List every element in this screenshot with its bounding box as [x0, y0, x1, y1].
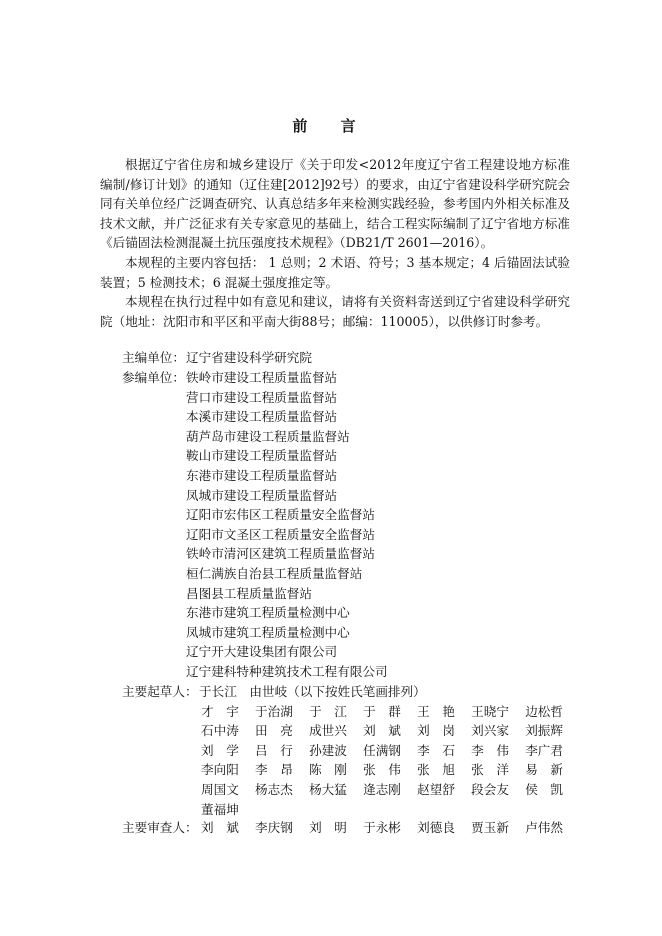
- intro-paragraph-2: 本规程的主要内容包括： 1 总则；2 术语、符号；3 基本规定；4 后锚固法试验装置；5 检测技术；6 混凝土强度推定等。: [100, 255, 570, 290]
- drafters-row: [201, 760, 563, 780]
- participating-unit: 凤城市建设工程质量监督站: [186, 487, 338, 503]
- drafter-name: 杨大猛: [309, 782, 347, 797]
- drafter-name: 边松哲: [525, 703, 563, 719]
- drafter-name: 成世兴: [309, 723, 347, 739]
- reviewers-label: 主要审查人：: [122, 820, 198, 835]
- reviewer-name: 于永彬: [363, 820, 401, 835]
- drafter-name: 赵望舒: [417, 782, 455, 797]
- participating-unit: 本溪市建设工程质量监督站: [186, 409, 338, 425]
- participating-unit: 昌图县工程质量监督站: [186, 585, 312, 601]
- participating-unit: 葫芦岛市建设工程质量监督站: [186, 428, 350, 444]
- drafter-name: 刘振辉: [525, 723, 563, 739]
- drafters-row: [201, 780, 563, 800]
- drafter-name: 王晓宁: [471, 703, 509, 719]
- drafter-name: 陈 刚: [309, 762, 347, 778]
- drafter-name: 易 新: [525, 762, 563, 778]
- drafters-row: [201, 800, 563, 820]
- reviewer-name: 刘 明: [309, 820, 347, 835]
- drafters-row: [201, 702, 563, 722]
- drafter-name: 董福坤: [201, 801, 239, 817]
- drafter-name: 侯 凯: [525, 782, 563, 797]
- intro-paragraph-3: 本规程在执行过程中如有意见和建议，请将有关资料寄送到辽宁省建设科学研究院（地址：沈阳市和平区和平南大街88号；邮编：110005），以供修订时参考。: [100, 294, 570, 329]
- participating-units-label: 参编单位：: [122, 370, 185, 385]
- drafter-name: 逄志刚: [363, 782, 401, 797]
- participating-unit: 辽阳市宏伟区工程质量安全监督站: [186, 507, 375, 523]
- drafter-name: 李 昂: [255, 762, 293, 778]
- participating-unit: 鞍山市建设工程质量监督站: [186, 448, 338, 464]
- drafter-name: 田 亮: [255, 723, 293, 739]
- participating-unit: 铁岭市建设工程质量监督站: [186, 370, 338, 385]
- drafter-name: 张 洋: [471, 762, 509, 778]
- participating-unit: 铁岭市清河区建筑工程质量监督站: [186, 546, 375, 562]
- reviewer-name: 卢伟然: [525, 820, 563, 835]
- participating-unit: 辽阳市文圣区工程质量安全监督站: [186, 526, 375, 542]
- participating-unit: 营口市建设工程质量监督站: [186, 389, 338, 405]
- participating-unit: 辽宁开大建设集团有限公司: [186, 644, 338, 660]
- drafter-name: 李广君: [525, 742, 563, 758]
- drafter-name: 刘 斌: [363, 723, 401, 739]
- drafters-label: 主要起草人：: [122, 684, 198, 699]
- drafter-name: 段会友: [471, 782, 509, 797]
- page-title: 前 言: [292, 117, 370, 135]
- reviewer-name: 刘 斌: [201, 820, 239, 835]
- drafters-row: [201, 721, 563, 741]
- drafter-name: 杨志杰: [255, 782, 293, 797]
- drafter-name: 李 伟: [471, 742, 509, 758]
- reviewers-list: [201, 818, 563, 838]
- reviewer-name: 李庆钢: [255, 820, 293, 835]
- intro-paragraph-1: 根据辽宁省住房和城乡建设厅《关于印发<2012年度辽宁省工程建设地方标准编制/修订计划》的通知（辽住建[2012]92号）的要求，由辽宁省建设科学研究院会同有关单位经广泛调查研究、认真总结多年来检测实践经验，参考国内外相关标准及技术文献，并广泛征求有关专家意见的基础上，结合工程实际编制了辽宁省地方标准《后锚固法检测混凝土抗压强度技术规程》（DB21/T 2601—2016）。: [100, 157, 570, 251]
- participating-unit: 东港市建筑工程质量检测中心: [186, 605, 350, 621]
- drafter-name: 吕 行: [255, 742, 293, 758]
- drafter-name: 于 群: [363, 703, 401, 719]
- drafter-name: 刘 岗: [417, 723, 455, 739]
- drafter-name: 李向阳: [201, 762, 239, 778]
- drafter-name: 张 旭: [417, 762, 455, 778]
- drafter-name: 任满钢: [363, 742, 401, 758]
- drafter-name: 刘兴家: [471, 723, 509, 739]
- drafter-name: 李 石: [417, 742, 455, 758]
- drafter-name: 才 宇: [201, 703, 239, 719]
- reviewer-name: 刘德良: [417, 820, 455, 835]
- chief-unit-label: 主编单位：: [122, 350, 185, 365]
- drafter-name: 刘 学: [201, 742, 239, 758]
- drafter-name: 周国文: [201, 782, 239, 797]
- reviewer-name: 贾玉新: [471, 820, 509, 835]
- participating-unit: 凤城市建筑工程质量检测中心: [186, 624, 350, 640]
- chief-unit-value: 辽宁省建设科学研究院: [186, 350, 312, 365]
- participating-unit: 东港市建设工程质量监督站: [186, 468, 338, 483]
- drafter-name: 张 伟: [363, 762, 401, 778]
- drafter-name: 孙建波: [309, 742, 347, 758]
- drafters-row: [201, 741, 563, 761]
- drafter-name: 王 艳: [417, 703, 455, 719]
- drafter-name: 于治湖: [255, 703, 293, 719]
- drafters-lead: 于长江 由世岐（以下按姓氏笔画排列）: [199, 684, 426, 699]
- drafter-name: 于 江: [309, 703, 347, 719]
- participating-unit: 辽宁建科特种建筑技术工程有限公司: [186, 664, 388, 679]
- participating-unit: 桓仁满族自治县工程质量监督站: [186, 566, 363, 581]
- drafter-name: 石中涛: [201, 723, 239, 739]
